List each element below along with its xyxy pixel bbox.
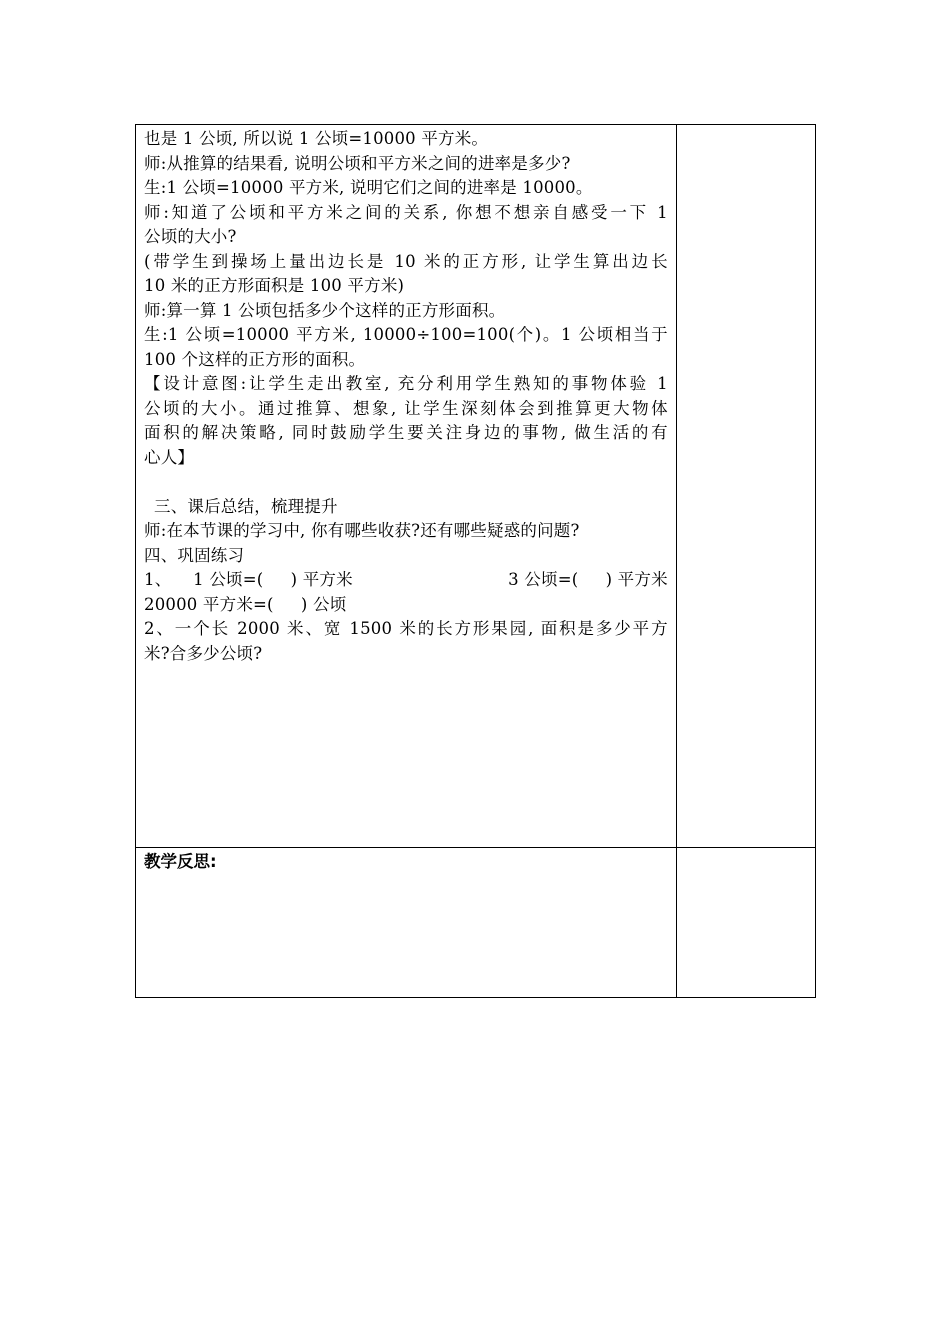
content-line: 生:1 公顷=10000 平方米, 10000÷100=100(个)。1 公顷相当于: [144, 325, 668, 344]
design-intent-line: 心人】: [144, 447, 195, 467]
content-line: 师:从推算的结果看, 说明公顷和平方米之间的进率是多少?: [144, 153, 571, 173]
content-line: 公顷的大小?: [144, 227, 237, 246]
section-4-title: 四、巩固练习: [144, 545, 245, 565]
content-line: 师:算一算 1 公顷包括多少个这样的正方形面积。: [144, 300, 506, 320]
content-line: 10 米的正方形面积是 100 平方米): [144, 276, 405, 295]
lesson-content: [136, 125, 676, 666]
side-notes-cell: [676, 125, 815, 848]
design-intent-line: 面积的解决策略, 同时鼓励学生要关注身边的事物, 做生活的有: [144, 423, 668, 442]
content-line: (带学生到操场上量出边长是 10 米的正方形, 让学生算出边长: [144, 251, 668, 271]
exercise-1-row: [144, 568, 668, 593]
design-intent-line: 【设计意图:让学生走出教室, 充分利用学生熟知的事物体验 1: [144, 374, 668, 393]
section-3-title: 三、课后总结，梳理提升: [154, 496, 338, 516]
reflection-cell: [136, 848, 677, 998]
content-line: 也是 1 公顷, 所以说 1 公顷=10000 平方米。: [144, 129, 489, 148]
reflection-row: [136, 848, 816, 998]
main-content-cell: [136, 125, 677, 848]
lesson-plan-table: [135, 124, 816, 998]
content-line: 师:知道了公顷和平方米之间的关系, 你想不想亲自感受一下 1: [144, 202, 668, 222]
spacer: [144, 470, 668, 495]
exercise-2-line-1: 2、一个长 2000 米、宽 1500 米的长方形果园, 面积是多少平方: [144, 619, 668, 638]
content-line: 生:1 公顷=10000 平方米, 说明它们之间的进率是 10000。: [144, 178, 593, 197]
design-intent-line: 公顷的大小。通过推算、想象, 让学生深刻体会到推算更大物体: [144, 398, 668, 418]
exercise-1-left: 1、 1 公顷=( ) 平方米: [144, 570, 353, 589]
exercise-1-line-2: 20000 平方米=( ) 公顷: [144, 594, 347, 614]
reflection-title: 教学反思:: [144, 852, 217, 871]
reflection-side-cell: [676, 848, 815, 998]
content-line: 100 个这样的正方形的面积。: [144, 349, 366, 369]
content-row: [136, 125, 816, 848]
teacher-question: 师:在本节课的学习中, 你有哪些收获?还有哪些疑惑的问题?: [144, 521, 580, 540]
exercise-2-line-2: 米?合多少公顷?: [144, 643, 263, 663]
exercise-1-right: 3 公顷=( ) 平方米: [508, 570, 668, 589]
